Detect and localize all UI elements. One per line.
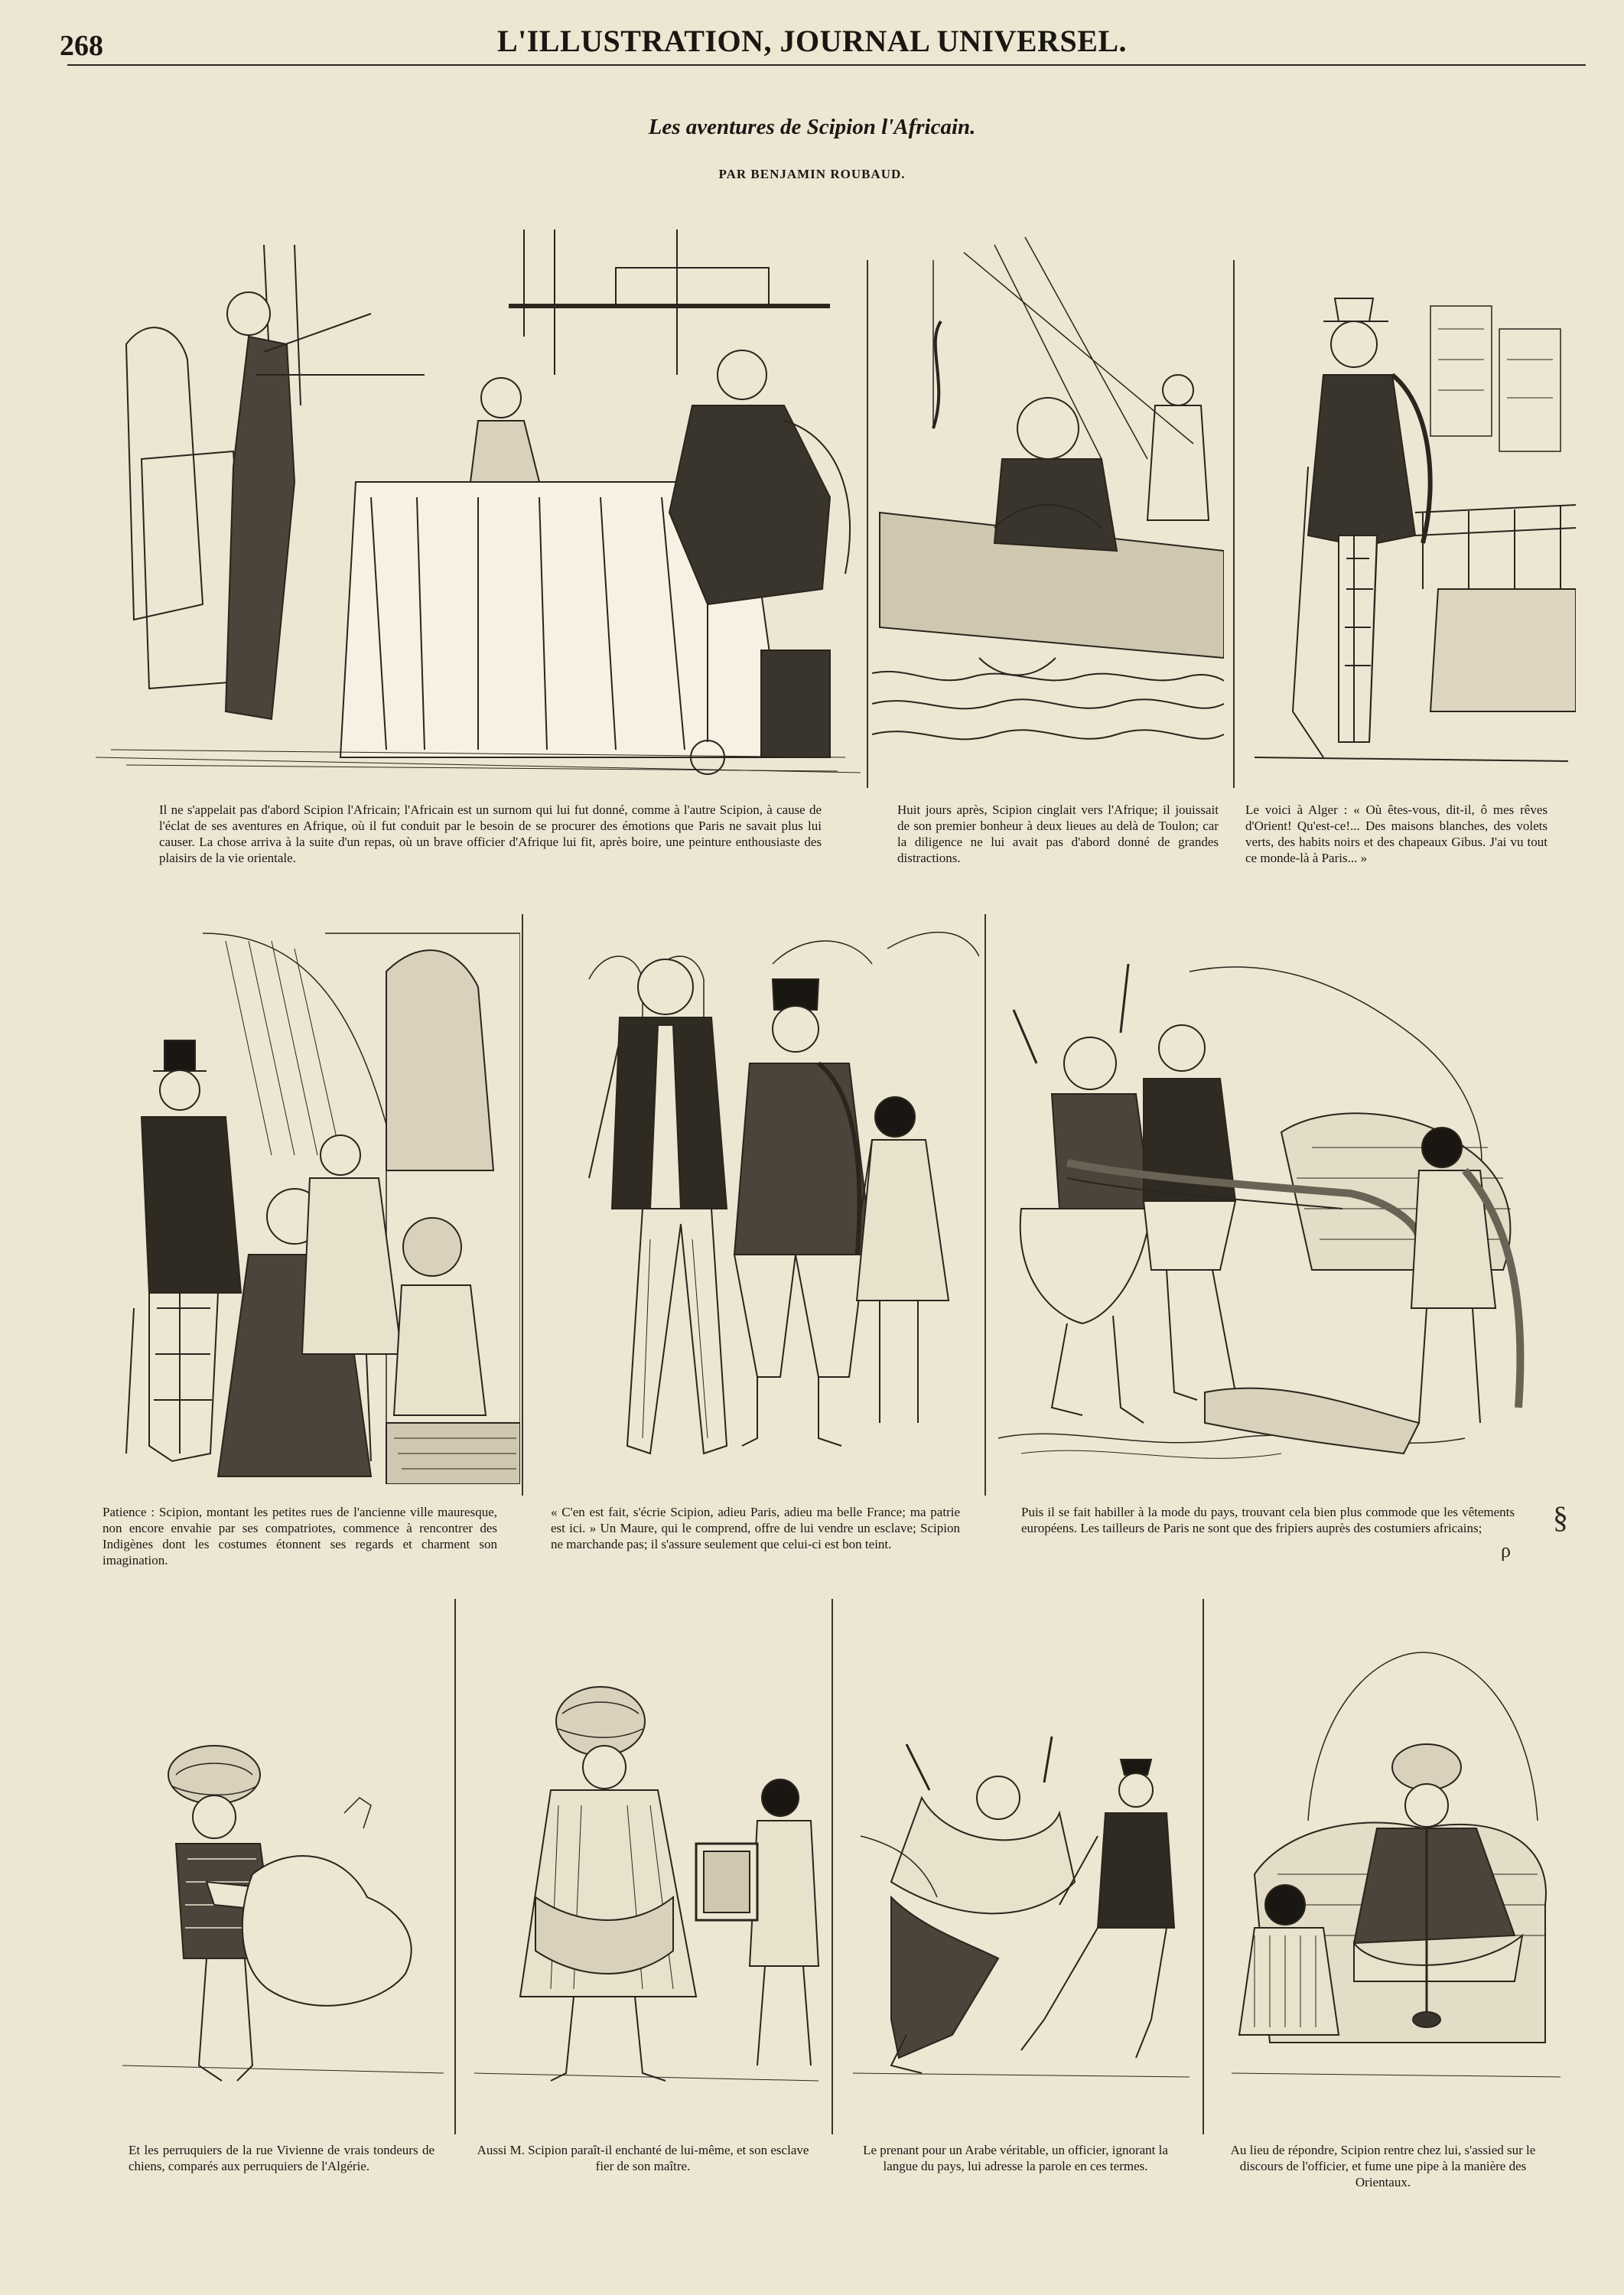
margin-mark: §	[1553, 1500, 1568, 1535]
illustration-moorish-street	[96, 926, 520, 1484]
caption-panel-7: Et les perruquiers de la rue Vivienne de vrais tondeurs de chiens, comparés aux perruquiers de l'Algérie.	[129, 2143, 434, 2173]
caption-panel-3: Le voici à Alger : « Où êtes-vous, dit-il, ô mes rêves d'Orient! Qu'est-ce!... Des maisons blanches, des volets verts, des habits noirs et des chapeaux Gibus. J'ai vu tout ce monde-là à Paris... »	[1245, 802, 1548, 865]
panel-divider	[832, 1599, 833, 2134]
panel-divider	[867, 260, 868, 788]
panel-divider	[1233, 260, 1235, 788]
header-rule	[67, 64, 1586, 66]
caption-panel-10: Au lieu de répondre, Scipion rentre chez lui, s'assied sur le discours de l'officier, et fume une pipe à la manière des Orientaux.	[1230, 2143, 1536, 2189]
caption-panel-4: Patience : Scipion, montant les petites rues de l'ancienne ville mauresque, non encore envahie par ses compatriotes, commence à rencontrer des Indigènes dont les costumes étonnent ses regards et charment son imagination.	[103, 1505, 497, 1567]
illustration-pipe	[1224, 1645, 1568, 2096]
illustration-getting-dressed	[991, 949, 1549, 1484]
caption-panel-5: « C'en est fait, s'écrie Scipion, adieu Paris, adieu ma belle France; ma patrie est ici. » Un Maure, qui le comprend, offre de lui vendre un esclave; Scipion ne marchande pas; il s'assure seulement que celui-ci est bon teint.	[551, 1505, 960, 1551]
panel-divider	[454, 1599, 456, 2134]
panel-divider	[522, 914, 523, 1496]
caption-panel-9: Le prenant pour un Arabe véritable, un officier, ignorant la langue du pays, lui adresse la parole en ces termes.	[863, 2143, 1168, 2173]
article-title: Les aventures de Scipion l'Africain.	[648, 115, 976, 139]
panel-divider	[984, 914, 986, 1496]
illustration-mirror	[467, 1675, 826, 2096]
caption-panel-8: Aussi M. Scipion paraît-il enchanté de lui-même, et son esclave fier de son maître.	[477, 2143, 809, 2173]
caption-panel-1: Il ne s'appelait pas d'abord Scipion l'Africain; l'Africain est un surnom qui lui fut donné, comme à l'autre Scipion, à cause de l'éclat de ses aventures en Afrique, où il fut conduit par le besoin de se procurer des émotions que Paris ne savait plus lui causer. La chose arriva à la suite d'un repas, où un brave officier d'Afrique lui fit, après boire, une peinture enthousiaste des plaisirs de la vie orientale.	[159, 802, 822, 865]
page-number: 268	[60, 30, 103, 62]
illustration-dinner	[96, 222, 861, 784]
caption-panel-6: Puis il se fait habiller à la mode du pays, trouvant cela bien plus commode que les vêtements européens. Les tailleurs de Paris ne sont que des fripiers auprès des costumiers africains;	[1021, 1505, 1515, 1535]
margin-mark: ρ	[1501, 1539, 1511, 1561]
illustration-buying-slave	[528, 918, 979, 1469]
panel-divider	[1203, 1599, 1204, 2134]
article-author: PAR BENJAMIN ROUBAUD.	[718, 167, 906, 181]
illustration-officer	[845, 1729, 1197, 2096]
caption-panel-2: Huit jours après, Scipion cinglait vers l'Afrique; il jouissait de son premier bonheur à deux lieues au delà de Toulon; car la diligence ne lui avait pas d'abord donné de grandes distractions.	[897, 802, 1219, 865]
illustration-algiers	[1239, 283, 1576, 780]
journal-title: L'ILLUSTRATION, JOURNAL UNIVERSEL.	[496, 24, 1128, 58]
illustration-barber	[115, 1729, 451, 2096]
illustration-boat	[872, 230, 1224, 765]
